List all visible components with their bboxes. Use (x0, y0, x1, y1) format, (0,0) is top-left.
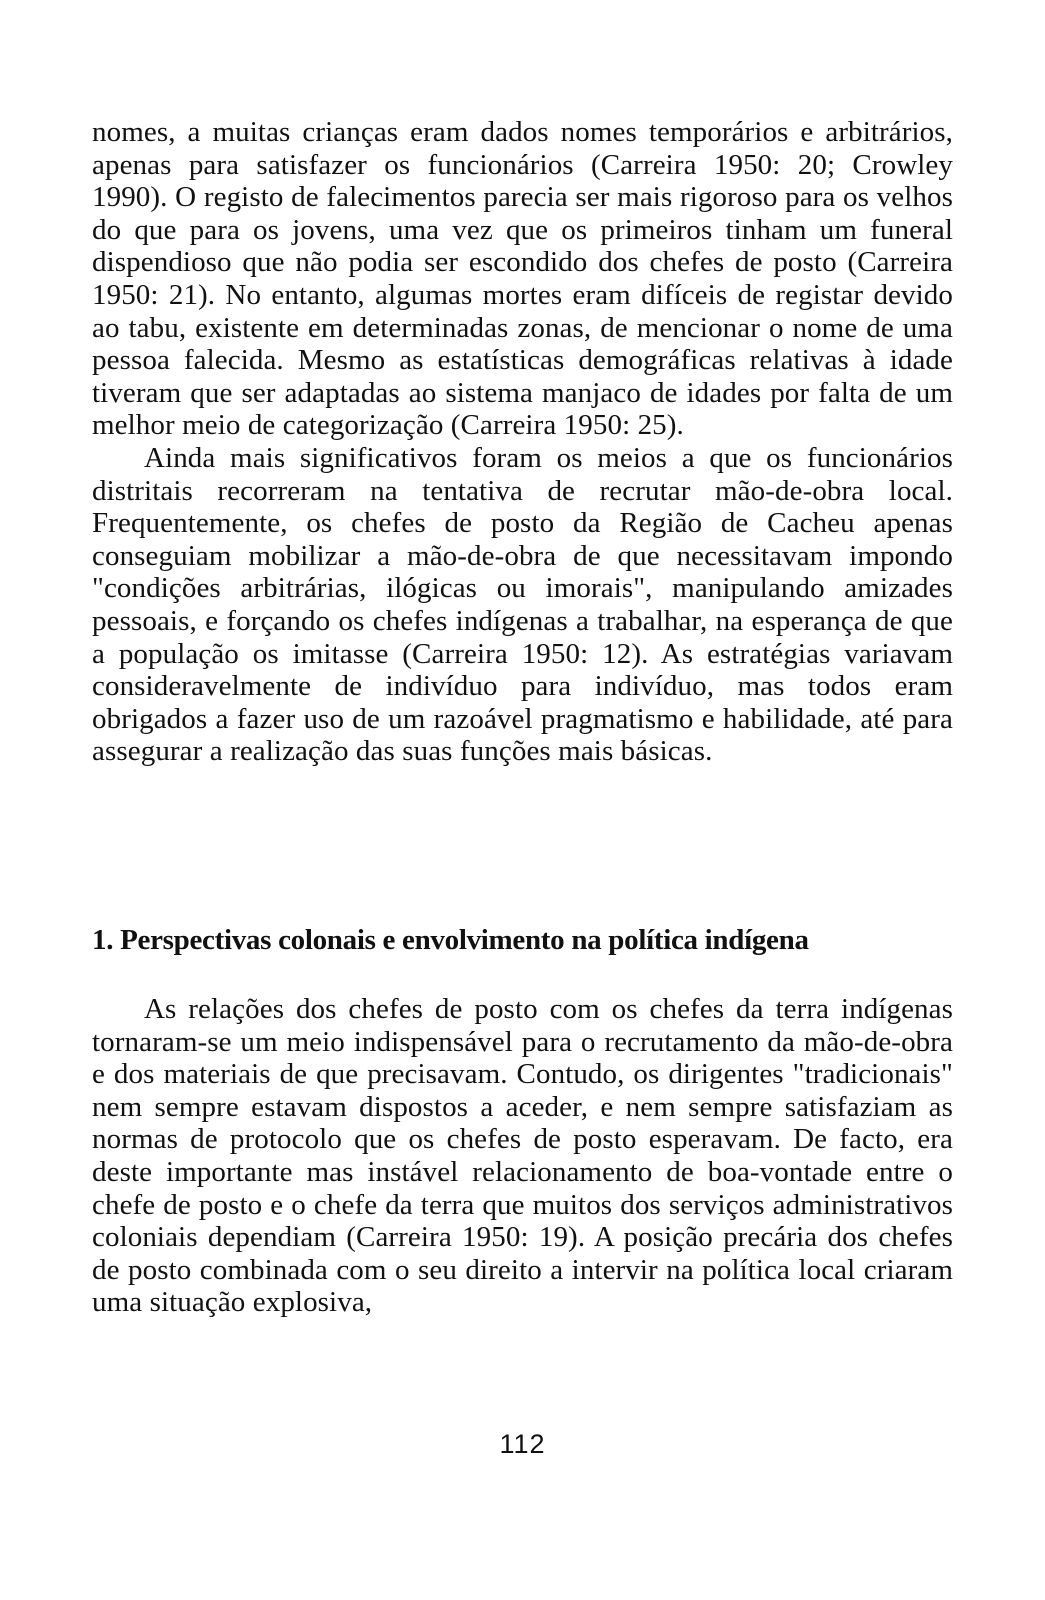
section-paragraph: As relações dos chefes de posto com os chefes da terra indígenas tornaram-se um meio indispensável para o recrutamento da mão-de-obra e dos materiais de que precisavam. Contudo, os dirigentes "tradicionais" nem sempre estavam dispostos a aceder, e nem sempre satisfaziam as normas de protocolo que os chefes de posto esperavam. De facto, era deste importante mas instável relacionamento de boa-vontade entre o chefe de posto e o chefe da terra que muitos dos serviços administrativos coloniais dependiam (Carreira 1950: 19). A posição precária dos chefes de posto combinada com o seu direito a intervir na política local criaram uma situação explosiva, (92, 993, 953, 1319)
body-text (92, 116, 953, 768)
paragraph-1: nomes, a muitas crianças eram dados nomes temporários e arbitrários, apenas para satisfazer os funcionários (Carreira 1950: 20; Crowley 1990). O registo de falecimentos parecia ser mais rigoroso para os velhos do que para os jovens, uma vez que os primeiros tinham um funeral dispendioso que não podia ser escondido dos chefes de posto (Carreira 1950: 21). No entanto, algumas mortes eram difíceis de registar devido ao tabu, existente em determinadas zonas, de mencionar o nome de uma pessoa falecida. Mesmo as estatísticas demográficas relativas à idade tiveram que ser adaptadas ao sistema manjaco de idades por falta de um melhor meio de categorização (Carreira 1950: 25). (92, 116, 953, 442)
section-body (92, 993, 953, 1319)
page-number: 112 (499, 1429, 546, 1459)
paragraph-2: Ainda mais significativos foram os meios a que os funcionários distritais recorreram na tentativa de recrutar mão-de-obra local. Frequentemente, os chefes de posto da Região de Cacheu apenas conseguiam mobilizar a mão-de-obra de que necessitavam impondo "condições arbitrárias, ilógicas ou imorais", manipulando amizades pessoais, e forçando os chefes indígenas a trabalhar, na esperança de que a população os imitasse (Carreira 1950: 12). As estratégias variavam consideravelmente de indivíduo para indivíduo, mas todos eram obrigados a fazer uso de um razoável pragmatismo e habilidade, até para assegurar a realização das suas funções mais básicas. (92, 441, 953, 768)
section-heading: 1. Perspectivas colonais e envolvimento na política indígena (92, 924, 809, 956)
